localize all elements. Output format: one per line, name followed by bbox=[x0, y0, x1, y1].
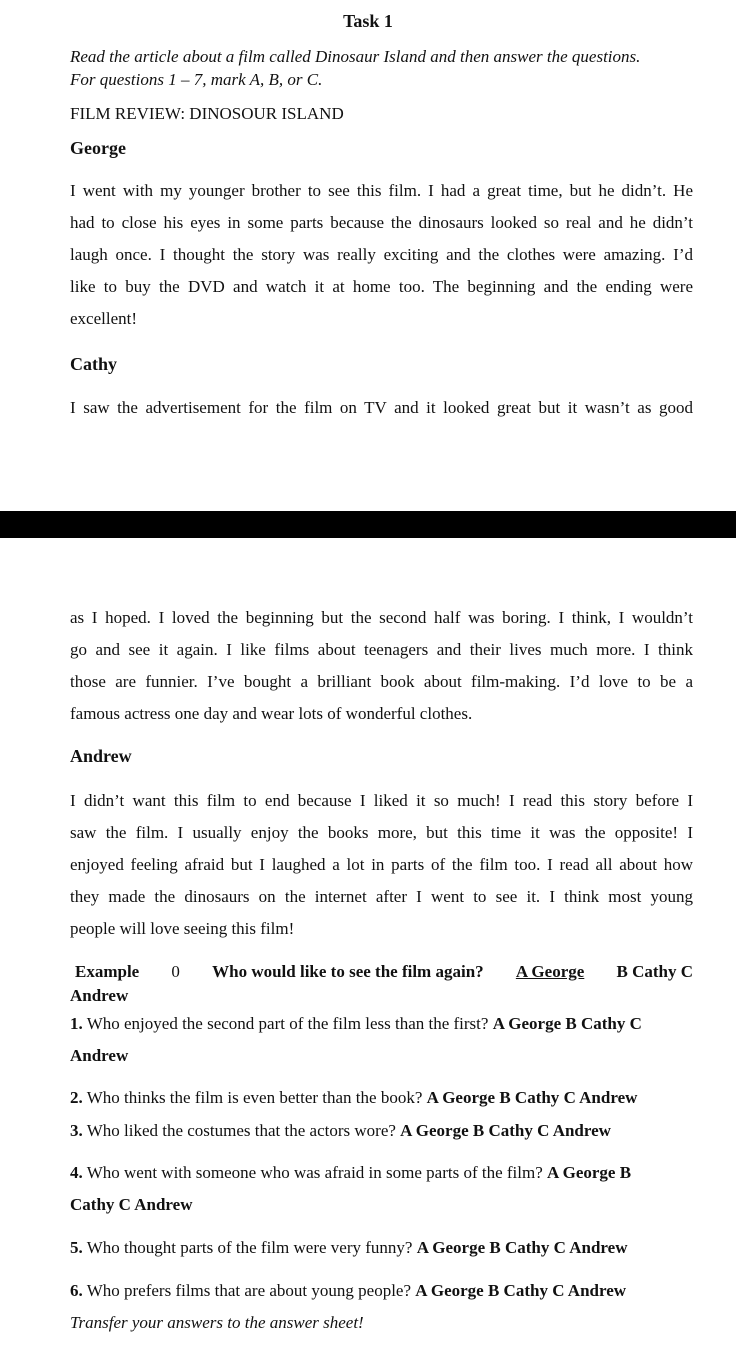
option-c: C Andrew bbox=[552, 1281, 627, 1300]
reviewer-name-george: George bbox=[70, 138, 126, 158]
option-a: A George bbox=[400, 1121, 469, 1140]
reviewer-name-andrew: Andrew bbox=[70, 746, 132, 766]
review-line: they made the dinosaurs on the internet after I went to see it. I think most young bbox=[70, 887, 693, 906]
reviewer-name-cathy: Cathy bbox=[70, 354, 118, 374]
option-b: B Cathy bbox=[472, 1121, 533, 1140]
example-number: 0 bbox=[171, 962, 180, 981]
review-andrew bbox=[70, 785, 693, 945]
review-line: excellent! bbox=[70, 309, 138, 328]
task-title: Task 1 bbox=[343, 11, 393, 31]
question-6 bbox=[70, 1281, 626, 1301]
footer-note: Transfer your answers to the answer sheet! bbox=[70, 1313, 364, 1332]
option-b: B Cathy bbox=[565, 1014, 626, 1033]
option-a: A George bbox=[426, 1088, 496, 1107]
question-4 bbox=[70, 1163, 631, 1183]
review-line: famous actress one day and wear lots of wonderful clothes. bbox=[70, 704, 473, 723]
review-line: laugh once. I thought the story was really exciting and the clothes were amazing. I’d bbox=[70, 245, 693, 264]
option-a: A George bbox=[492, 1014, 562, 1033]
option-c: C Andrew bbox=[563, 1088, 638, 1107]
question-2 bbox=[70, 1088, 637, 1108]
option-b: B Cathy bbox=[487, 1281, 548, 1300]
question-text: Who went with someone who was afraid in some parts of the film? bbox=[86, 1163, 543, 1182]
review-line: like to buy the DVD and watch it at home too. The beginning and the ending were bbox=[70, 277, 693, 296]
review-line: people will love seeing this film! bbox=[70, 919, 295, 938]
option-a: A George bbox=[415, 1281, 484, 1300]
question-number: 2. bbox=[70, 1088, 83, 1107]
review-line: saw the film. I usually enjoy the books more, but this time it was the opposite! I bbox=[70, 823, 693, 842]
question-number: 1. bbox=[70, 1014, 83, 1033]
option-c: C Andrew bbox=[537, 1121, 611, 1140]
review-line: as I hoped. I loved the beginning but the second half was boring. I think, I wouldn’t bbox=[70, 608, 693, 627]
review-line: had to close his eyes in some parts because the dinosaurs looked so real and he didn’t bbox=[70, 213, 693, 232]
example-label: Example bbox=[75, 962, 140, 981]
question-number: 5. bbox=[70, 1238, 83, 1257]
question-1 bbox=[70, 1014, 642, 1034]
option-a-b: A George B bbox=[547, 1163, 632, 1182]
example-rest: B Cathy C bbox=[616, 962, 693, 981]
question-5 bbox=[70, 1238, 627, 1258]
review-cathy-top bbox=[70, 392, 693, 424]
question-text: Who thought parts of the film were very funny? bbox=[86, 1238, 413, 1257]
example-question: Who would like to see the film again? bbox=[212, 962, 484, 981]
question-number: 3. bbox=[70, 1121, 83, 1140]
black-divider-band bbox=[0, 511, 736, 538]
instructions-line-1: Read the article about a film called Dinosaur Island and then answer the questions. bbox=[70, 47, 641, 66]
question-number: 4. bbox=[70, 1163, 83, 1182]
example-wrap: Andrew bbox=[70, 986, 129, 1005]
question-1-wrap: Andrew bbox=[70, 1046, 129, 1065]
question-text: Who enjoyed the second part of the film less than the first? bbox=[86, 1014, 489, 1033]
question-4-wrap: Cathy C Andrew bbox=[70, 1195, 193, 1214]
review-heading: FILM REVIEW: DINOSOUR ISLAND bbox=[70, 104, 344, 123]
example-line bbox=[75, 962, 693, 982]
review-line: go and see it again. I like films about teenagers and their lives much more. I think bbox=[70, 640, 693, 659]
review-line: those are funnier. I’ve bought a brilliant book about film-making. I’d love to be a bbox=[70, 672, 693, 691]
instructions-line-2: For questions 1 – 7, mark A, B, or C. bbox=[70, 70, 323, 89]
review-line: I saw the advertisement for the film on TV and it looked great but it wasn’t as good bbox=[70, 398, 693, 417]
review-cathy-bottom bbox=[70, 602, 693, 730]
option-c-letter: C bbox=[629, 1014, 642, 1033]
option-a: A George bbox=[416, 1238, 486, 1257]
question-3 bbox=[70, 1121, 611, 1141]
review-george bbox=[70, 175, 693, 335]
question-text: Who liked the costumes that the actors wore? bbox=[86, 1121, 396, 1140]
review-line: I didn’t want this film to end because I liked it so much! I read this story before I bbox=[70, 791, 693, 810]
example-answer: A George bbox=[515, 962, 585, 981]
question-number: 6. bbox=[70, 1281, 83, 1300]
option-c: C Andrew bbox=[553, 1238, 628, 1257]
review-line: enjoyed feeling afraid but I laughed a lot in parts of the film too. I read all about how bbox=[70, 855, 693, 874]
question-text: Who prefers films that are about young people? bbox=[86, 1281, 412, 1300]
review-line: I went with my younger brother to see this film. I had a great time, but he didn’t. He bbox=[70, 181, 693, 200]
question-text: Who thinks the film is even better than the book? bbox=[86, 1088, 423, 1107]
option-b: B Cathy bbox=[489, 1238, 550, 1257]
option-b: B Cathy bbox=[499, 1088, 560, 1107]
